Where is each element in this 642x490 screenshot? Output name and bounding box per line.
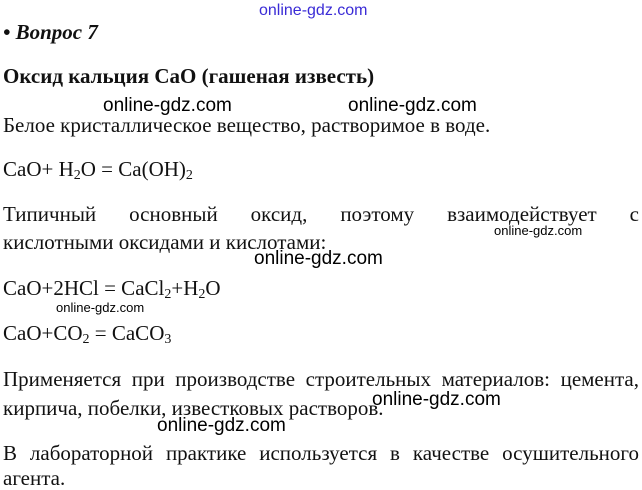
section-title: Оксид кальция СаО (гашеная известь) <box>3 64 375 88</box>
watermark: online-gdz.com <box>254 248 383 269</box>
paragraph-1-line-2: кислотными оксидами и кислотами: <box>3 230 327 254</box>
paragraph-2-line-1: Применяется при производстве строительных материалов: цемента, <box>3 367 639 391</box>
paragraph-3-line-1: В лабораторной практике используется в качестве осушительного <box>3 441 639 465</box>
watermark: online-gdz.com <box>372 389 501 410</box>
watermark: online-gdz.com <box>494 223 583 238</box>
paragraph-1-line-1: Типичный основный оксид, поэтому взаимодействует с <box>3 202 639 226</box>
paragraph-3-line-2: агента. <box>3 466 66 490</box>
watermark: online-gdz.com <box>157 415 286 436</box>
paragraph-2-line-2: кирпича, побелки, известковых растворов. <box>3 396 384 420</box>
description-text: Белое кристаллическое вещество, растворимое в воде. <box>3 113 491 137</box>
watermark: online-gdz.com <box>103 95 232 116</box>
question-heading: • Вопрос 7 <box>3 20 98 44</box>
watermark-top: online-gdz.com <box>259 2 368 19</box>
watermark: online-gdz.com <box>56 300 145 315</box>
watermark: online-gdz.com <box>348 95 477 116</box>
equation-1: $CaO+ H_2O = Ca(OH)_2$ <box>3 157 193 183</box>
equation-2: $CaO+2HCl = CaCl_2+H_2O$ <box>3 276 221 302</box>
equation-3: $CaO+CO_2$ = CaCO$_3$ <box>3 321 172 347</box>
